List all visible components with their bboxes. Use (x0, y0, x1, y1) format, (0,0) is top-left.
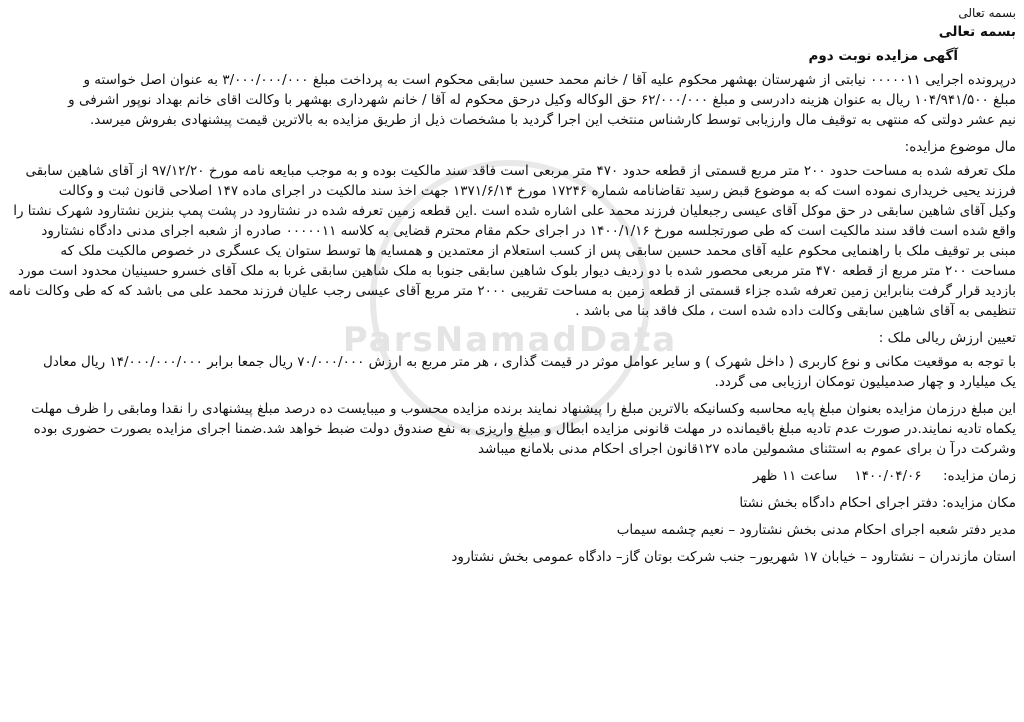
subject-line: ملک تعرفه شده به مساحت حدود ۲۰۰ متر مربع قسمتی از قطعه حدود ۴۷۰ متر مربعی است فاقد سند مالکیت بوده و به موجب مبایعه نامه مورخ ۹۷/۱۲/۲۰ از آقای شاهین سابقی (25, 163, 1016, 179)
subject-line: فرزند یحیی خریداری نموده است که به موضوع قبض رسید تقاضانامه شماره ۱۷۲۴۶ مورخ ۱۳۷۱/۶/۱۴ جهت اخذ سند مالکیت در اجرای ماده ۱۴۷ اصلاحی قانون ثبت و وکالت (58, 183, 1016, 199)
basmala: بسمه تعالی (938, 24, 1016, 40)
subject-heading: مال موضوع مزایده: (904, 139, 1016, 155)
subject-line: وکیل آقای شاهین سابقی در حق موکل آقای عیسی رجبعلیان فرزند محمد علی اشاره شده است .این قطعه زمین تعرفه شده در نشتارود در پشت پمپ بنزین نشتارود شهرک نشتا را (13, 203, 1016, 219)
office-manager: مدیر دفتر شعبه اجرای احکام مدنی بخش نشتارود – نعیم چشمه سیماب (616, 522, 1016, 538)
auction-date: ۱۴۰۰/۰۴/۰۶ (854, 468, 922, 484)
terms-line: وشرکت درآ ن برای عموم به استثنای مشمولین ماده ۱۲۷قانون اجرای احکام مدنی بلامانع میباشد (477, 441, 1016, 457)
terms-line: این مبلغ درزمان مزایده بعنوان مبلغ پایه محاسبه وکسانیکه بالاترین مبلغ را پیشنهاد نمایند برنده مزایده محسوب و میبایست ده درصد مبلغ پیشنهادی را نقدا ومابقی را ظرف مهلت (31, 401, 1016, 417)
terms-line: یکماه تادیه نمایند.در صورت عدم تادیه مبلغ باقیمانده در مهلت قانونی مزایده ابطال و مبلغ واریزی به نفع صندوق دولت ضبط خواهد شد.ضمنا اجرای مزایده بصورت حضوری بوده (33, 421, 1016, 437)
basmala-small: بسمه تعالی (958, 6, 1016, 20)
valuation-heading: تعیین ارزش ریالی ملک : (878, 330, 1016, 346)
auction-time (8, 466, 1016, 486)
auction-time-label: زمان مزایده: (943, 468, 1016, 484)
notice-content (8, 4, 1016, 567)
valuation-line: با توجه به موقعیت مکانی و نوع کاربری ( داخل شهرک ) و سایر عوامل موثر در قیمت گذاری ، هر متر مربع به ارزش ۷۰/۰۰۰/۰۰۰ ریال جمعا برابر ۱۴/۰۰۰/۰۰۰/۰۰۰ ریال معادل (43, 354, 1016, 370)
subject-paragraph (8, 161, 1016, 321)
subject-line: مساحت ۲۰۰ متر مربع از قطعه ۴۷۰ متر مربعی محصور شده با دو ردیف دیوار بلوک شاهین سابقی جنوبا به ملک شاهین سابقی غربا به ملک آقای خسرو حسینیان محدود است مورد (17, 263, 1016, 279)
subject-line: مبنی بر توقیف ملک با راهنمایی محکوم علیه آقای محمد حسین سابقی پس از کسب استعلام از معتمدین و همسایه ها توسط ستوان یک عسگری در خصوص مالکیت ملک که (60, 243, 1016, 259)
auction-place: مکان مزایده: دفتر اجرای احکام دادگاه بخش نشتا (739, 495, 1016, 511)
auction-hour: ساعت ۱۱ ظهر (753, 468, 838, 484)
office-address: استان مازندران – نشتارود – خیابان ۱۷ شهریور– جنب شرکت بوتان گاز– دادگاه عمومی بخش نشتارود (451, 549, 1016, 565)
intro-line: درپرونده اجرایی ۰۰۰۰۰۱۱ نیابتی از شهرستان بهشهر محکوم علیه آقا / خانم محمد حسین سابقی محکوم است به پرداخت مبلغ ۳/۰۰۰/۰۰۰/۰۰۰ به عنوان اصل خواسته و (83, 72, 1016, 88)
subject-line: تنظیمی به آقای شاهین سابقی وکالت داده شده است ، ملک فاقد بنا می باشد . (575, 303, 1016, 319)
intro-line: مبلغ ۱۰۴/۹۴۱/۵۰۰ ریال به عنوان هزینه دادرسی و مبلغ ۶۲/۰۰۰/۰۰۰ حق الوکاله وکیل درحق محکوم له آقا / خانم شهرداری بهشهر با وکالت اقای خانم بهداد نوپور اشرفی و (68, 92, 1016, 108)
subject-line: واقع شده است فاقد سند مالکیت است که طی صورتجلسه مورخ ۱۴۰۰/۱/۱۶ در اجرای حکم مقام محترم قضایی به کلاسه ۰۰۰۰۰۱۱ صادره از شعبه اجرای مدنی دادگاه نشتارود (41, 223, 1016, 239)
valuation-line: یک میلیارد و چهار صدمیلیون تومکان ارزیابی می گردد. (714, 374, 1016, 390)
notice-title: آگهی مزایده نوبت دوم (808, 48, 958, 64)
intro-line: نیم عشر دولتی که منتهی به توقیف مال وارزیابی توسط کارشناس منتخب این اجرا گردید با مشخصات ذیل از طریق مزایده به بالاترین قیمت پیشنهادی بفروش میرسد. (90, 112, 1016, 128)
subject-line: بازدید قرار گرفت بنابراین زمین تعرفه شده جزاء قسمتی از قطعه زمین به مساحت تقریبی ۲۰۰۰ متر مربع آقای عیسی رجب علیان فرزند محمد علی می باشد که که طی وکالت نامه (8, 283, 1016, 299)
watermark-text: ParsNamadData (342, 320, 678, 360)
valuation-paragraph (8, 352, 1016, 392)
terms-paragraph (8, 399, 1016, 459)
intro-paragraph (8, 70, 1016, 130)
